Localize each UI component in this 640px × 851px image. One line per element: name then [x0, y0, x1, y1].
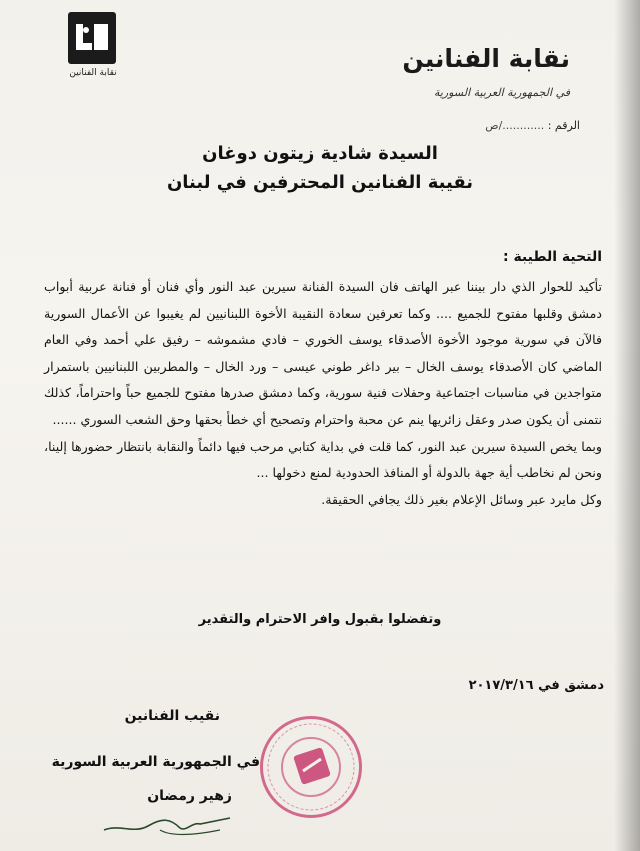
org-subtitle: في الجمهورية العربية السورية [433, 86, 570, 99]
closing-line: وتفضلوا بقبول وافر الاحترام والتقدير [198, 612, 442, 627]
stamp-emblem-icon [263, 719, 359, 815]
signatory-jurisdiction: في الجمهورية العربية السورية [51, 754, 260, 770]
reference-number [485, 119, 580, 132]
reference-label: الرقم : [547, 119, 580, 132]
handwritten-signature [100, 800, 240, 840]
logo-caption: نقابة الفنانين [69, 68, 117, 78]
signatory-title: نقيب الفنانين [124, 708, 220, 724]
signatory-name: زهير رمضان [147, 788, 232, 804]
body-paragraph: تأكيد للحوار الذي دار بيننا عبر الهاتف فان السيدة الفنانة سيرين عبد النور وأي فنان أو فنانة عربية أبواب دمشق وقلبها مفتوح للجميع .... وكما تعرفين سعادة النقيبة الأخوة اللبنانيين لم يغيبوا عن الأعمال السورية فالآن في سورية موجود الأخوة الأصدقاء يوسف الخوري – فادي مشموشه – رفيق علي أحمد وفي العام الماضي كان الأصدقاء يوسف الخال – بير داغر طوني عيسى – ورد الخال – والمطربين اللبنانيين باستمرار متواجدين في مناسبات اجتماعية وحفلات فنية سورية، وكما دمشق صدرها مفتوح للجميع حباً واحتراماً، كذلك نتمنى أن يكون صدر وعقل زائريها ينم عن محبة واحترام وتصحيح أي خطأ بحقها وحق الشعب السوري ...... [44, 279, 602, 427]
greeting: التحية الطيبة : [502, 249, 602, 265]
syndicate-logo [68, 12, 116, 64]
letter-body [44, 274, 602, 513]
body-paragraph: وكل مايرد عبر وسائل الإعلام بغير ذلك يجافي الحقيقة. [321, 491, 602, 507]
reference-value: ............/ص [485, 119, 545, 132]
org-title: نقابة الفنانين [402, 44, 570, 73]
official-stamp [260, 716, 362, 818]
page-shadow [614, 0, 640, 851]
body-paragraph: وبما يخص السيدة سيرين عبد النور، كما قلت في بداية كتابي مرحب فيها دائماً والنقابة بانتظار حضورها إلينا، ونحن لم نخاطب أية جهة بالدولة أو المنافذ الحدودية لمنع دخولها ... [44, 438, 602, 481]
recipient-name: السيدة شادية زيتون دوغان [202, 143, 438, 164]
place-date: دمشق في ٢٠١٧/٣/١٦ [468, 678, 604, 693]
logo-mark-icon [72, 18, 112, 58]
recipient-title: نقيبة الفنانين المحترفين في لبنان [166, 172, 474, 193]
